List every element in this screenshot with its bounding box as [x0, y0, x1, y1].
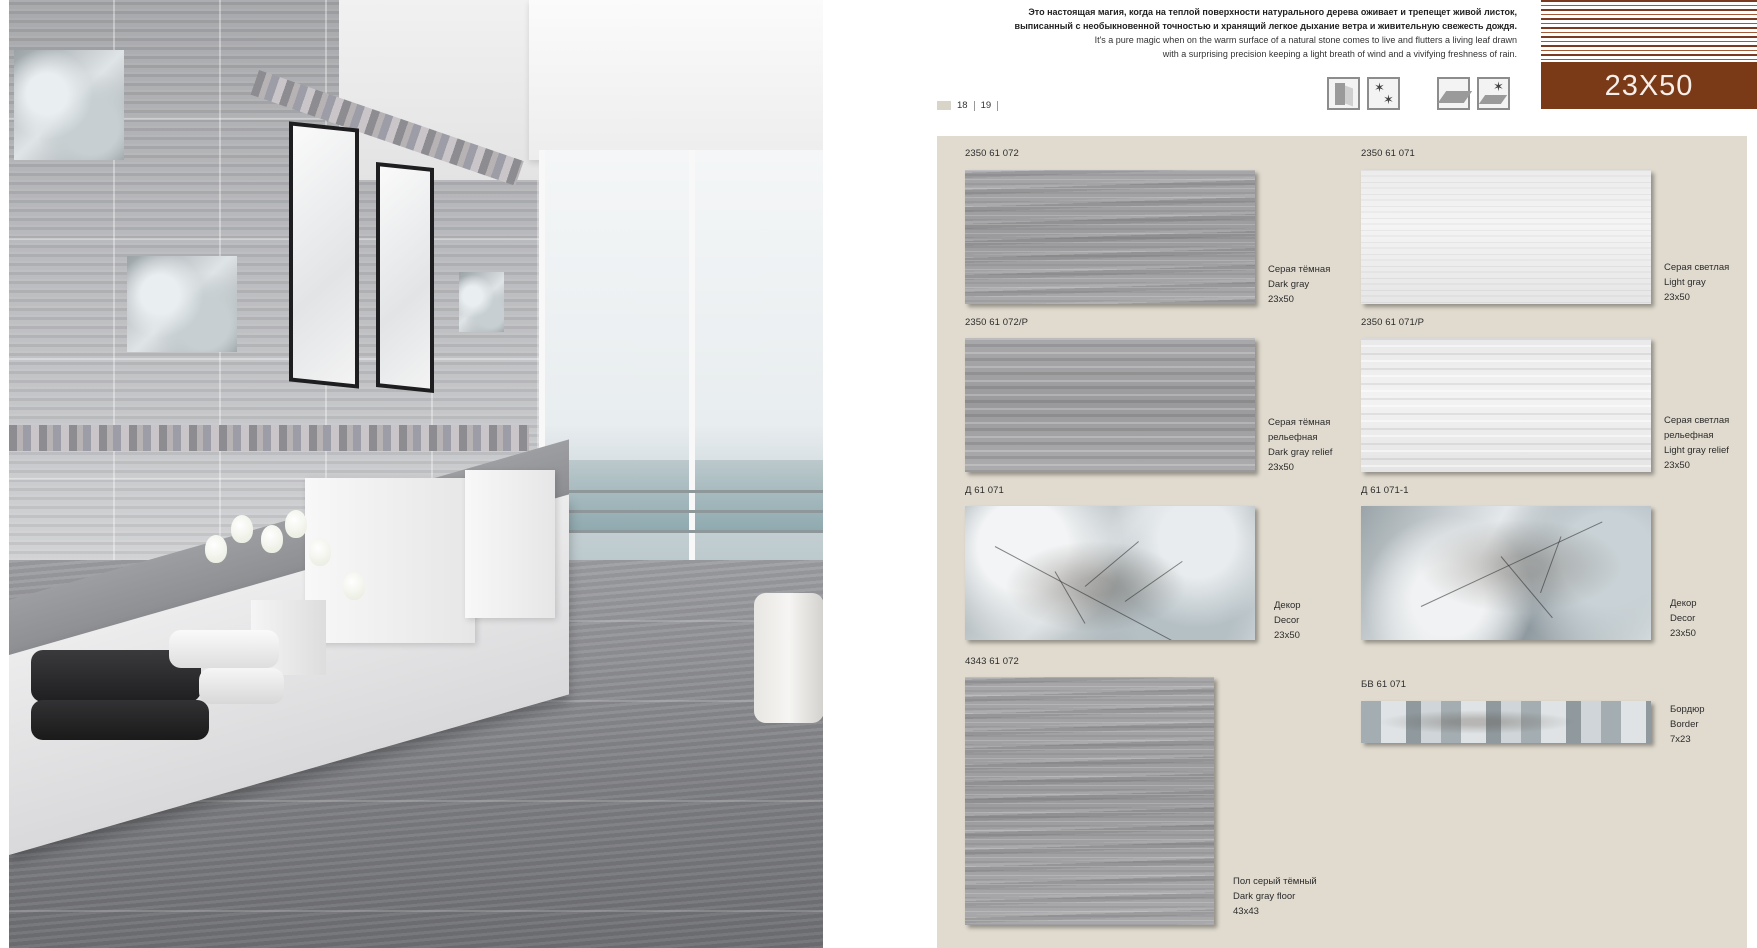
- product-code: 2350 61 072: [965, 148, 1019, 159]
- intro-text: [917, 5, 1517, 61]
- product-tile-light-gray-relief: [1361, 338, 1651, 472]
- product-label: Пол серый тёмный Dark gray floor 43x43: [1233, 876, 1317, 917]
- product-tile-dark-gray: [965, 170, 1255, 304]
- wall-decor-tile: [459, 272, 504, 332]
- page-number-left: 18: [957, 100, 968, 111]
- white-towel: [169, 630, 279, 668]
- product-code: 2350 61 072/P: [965, 317, 1029, 328]
- product-label: Серая тёмная Dark gray 23x50: [1268, 264, 1331, 305]
- wall-decor-tile: [127, 256, 237, 352]
- mirror-right: [376, 162, 434, 393]
- product-tile-decor-leaves: [1361, 506, 1651, 640]
- product-label: Серая светлая Light gray 23x50: [1664, 262, 1730, 303]
- product-tile-border: [1361, 701, 1651, 743]
- basin-left: [305, 478, 475, 643]
- product-label: Декор Decor 23x50: [1670, 598, 1697, 639]
- product-tile-dark-gray-floor: [965, 677, 1214, 925]
- product-code: 2350 61 071/P: [1361, 317, 1425, 328]
- bathroom-interior-photo: [9, 0, 823, 948]
- white-towel: [199, 668, 284, 704]
- product-code: 4343 61 072: [965, 656, 1019, 667]
- wall-tile-icon: [1327, 77, 1360, 110]
- basin-right: [465, 470, 555, 618]
- product-label: Серая тёмная рельефная Dark gray relief 23x50: [1268, 417, 1333, 473]
- wall-decor-tile: [14, 50, 124, 160]
- floor-tile-icon: [1437, 77, 1470, 110]
- intro-en-line: with a surprising precision keeping a light breath of wind and a vivifying freshness of rain.: [1162, 49, 1517, 59]
- window-blind: [529, 0, 823, 160]
- page-numbers: [937, 100, 998, 111]
- wall-usage-icons: [1327, 77, 1400, 110]
- floor-usage-icons: [1437, 77, 1510, 110]
- intro-ru-line: Это настоящая магия, когда на теплой поверхности натурального дерева оживает и трепещет живой листок,: [1028, 7, 1517, 17]
- wall-border-strip-lower: [9, 425, 529, 451]
- product-code: БВ 61 071: [1361, 679, 1407, 690]
- product-code: Д 61 071-1: [1361, 485, 1409, 496]
- wall-frost-resistant-icon: [1367, 77, 1400, 110]
- product-tile-decor-leaf: [965, 506, 1255, 640]
- floor-frost-resistant-icon: [1477, 77, 1510, 110]
- stool: [754, 593, 823, 723]
- mirror-left: [289, 121, 359, 388]
- dark-towel: [31, 700, 209, 740]
- product-label: Серая светлая рельефная Light gray relief 23x50: [1664, 415, 1730, 471]
- intro-ru-line: выписанный с необыкновенной точностью и хранящий легкое дыхание ветра и живительную свежесть дождя.: [1014, 21, 1517, 31]
- product-code: Д 61 071: [965, 485, 1004, 496]
- product-label: Бордюр Border 7x23: [1670, 704, 1705, 745]
- product-label: Декор Decor 23x50: [1274, 600, 1301, 641]
- page-marker: [937, 101, 951, 110]
- product-tile-light-gray: [1361, 170, 1651, 304]
- page-number-right: 19: [980, 100, 992, 111]
- product-code: 2350 61 071: [1361, 148, 1415, 159]
- format-badge: 23X50: [1541, 62, 1757, 109]
- intro-en-line: It's a pure magic when on the warm surface of a natural stone comes to live and flutters a living leaf drawn: [1094, 35, 1517, 45]
- product-tile-dark-gray-relief: [965, 338, 1255, 472]
